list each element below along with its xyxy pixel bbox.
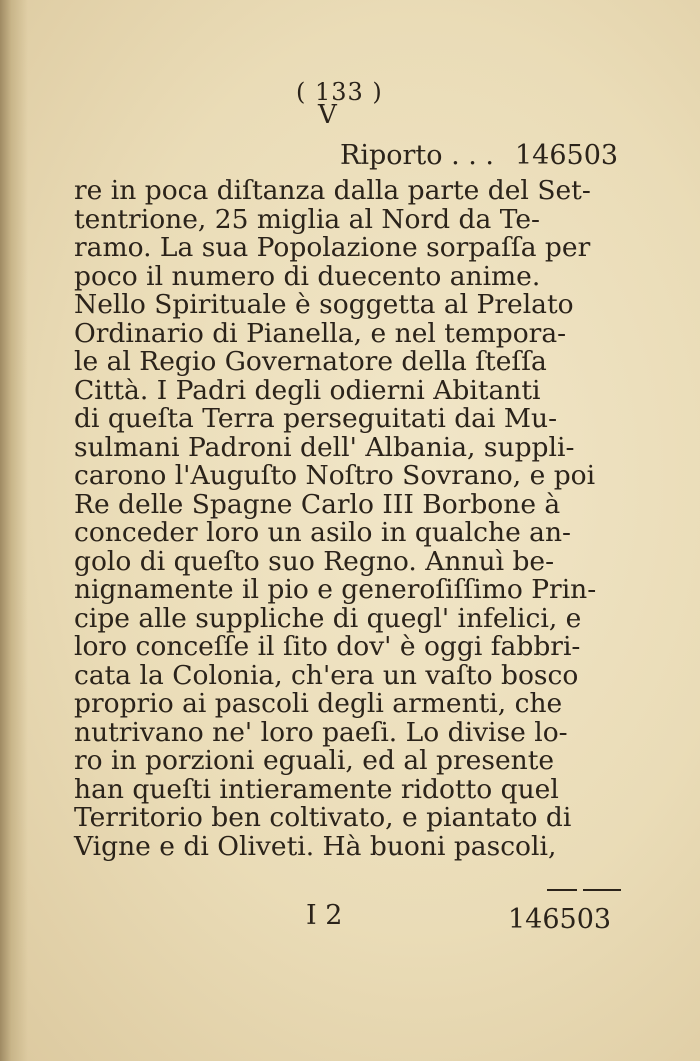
text-line: Re delle Spagne Carlo III Borbone à (74, 488, 561, 520)
text-line: cata la Colonia, ch'era un vaſto bosco (74, 659, 579, 691)
text-line: conceder loro un asilo in qualche an- (74, 517, 571, 548)
text-line: carono l'Auguſto Noſtro Sovrano, e poi (74, 460, 596, 491)
carried-forward-label: Riporto . . . (340, 140, 495, 171)
text-line: Città. I Padri degli odierni Abitanti (74, 374, 541, 406)
text-line: Nello Spirituale è soggetta al Prelato (74, 289, 574, 320)
text-line: loro conceſſe il ſito dov' è oggi fabbri- (74, 631, 581, 662)
signature-mark: I 2 (306, 900, 343, 931)
binding-gutter (0, 0, 28, 1061)
total-rule (547, 889, 577, 891)
signature-letter: V (318, 100, 337, 130)
text-line: Ordinario di Pianella, e nel tempora- (74, 317, 567, 349)
page-number: ( 133 ) (296, 78, 383, 106)
text-line: poco il numero di duecento anime. (74, 260, 541, 292)
text-line: Vigne e di Oliveti. Hà buoni pascoli, (74, 830, 557, 862)
total-value: 146503 (508, 904, 612, 935)
text-line: le al Regio Governatore della ſteſſa (74, 346, 547, 377)
text-line: han queſti intieramente ridotto quel (74, 773, 559, 805)
text-line: re in poca diſtanza dalla parte del Set- (74, 175, 591, 206)
text-line: tentrione, 25 miglia al Nord da Te- (74, 203, 540, 235)
text-line: Territorio ben coltivato, e piantato di (74, 802, 572, 833)
text-line: di queſta Terra perseguitati dai Mu- (74, 403, 558, 434)
text-line: ro in porzioni eguali, ed al presente (74, 745, 555, 776)
text-line: nutrivano ne' loro paeſi. Lo divise lo- (74, 716, 568, 748)
text-line: nignamente il pio e generoſiſſimo Prin- (74, 574, 597, 605)
text-line: proprio ai pascoli degli armenti, che (74, 688, 563, 719)
text-line: golo di queſto suo Regno. Annuì be- (74, 545, 555, 577)
body-text (74, 175, 597, 862)
text-line: cipe alle suppliche di quegl' infelici, e (74, 602, 582, 634)
total-rule (583, 889, 621, 891)
text-line: ramo. La sua Popolazione sorpaſſa per (74, 232, 591, 263)
carried-forward-value: 146503 (515, 140, 619, 171)
text-line: sulmani Padroni dell' Albania, suppli- (74, 431, 575, 463)
